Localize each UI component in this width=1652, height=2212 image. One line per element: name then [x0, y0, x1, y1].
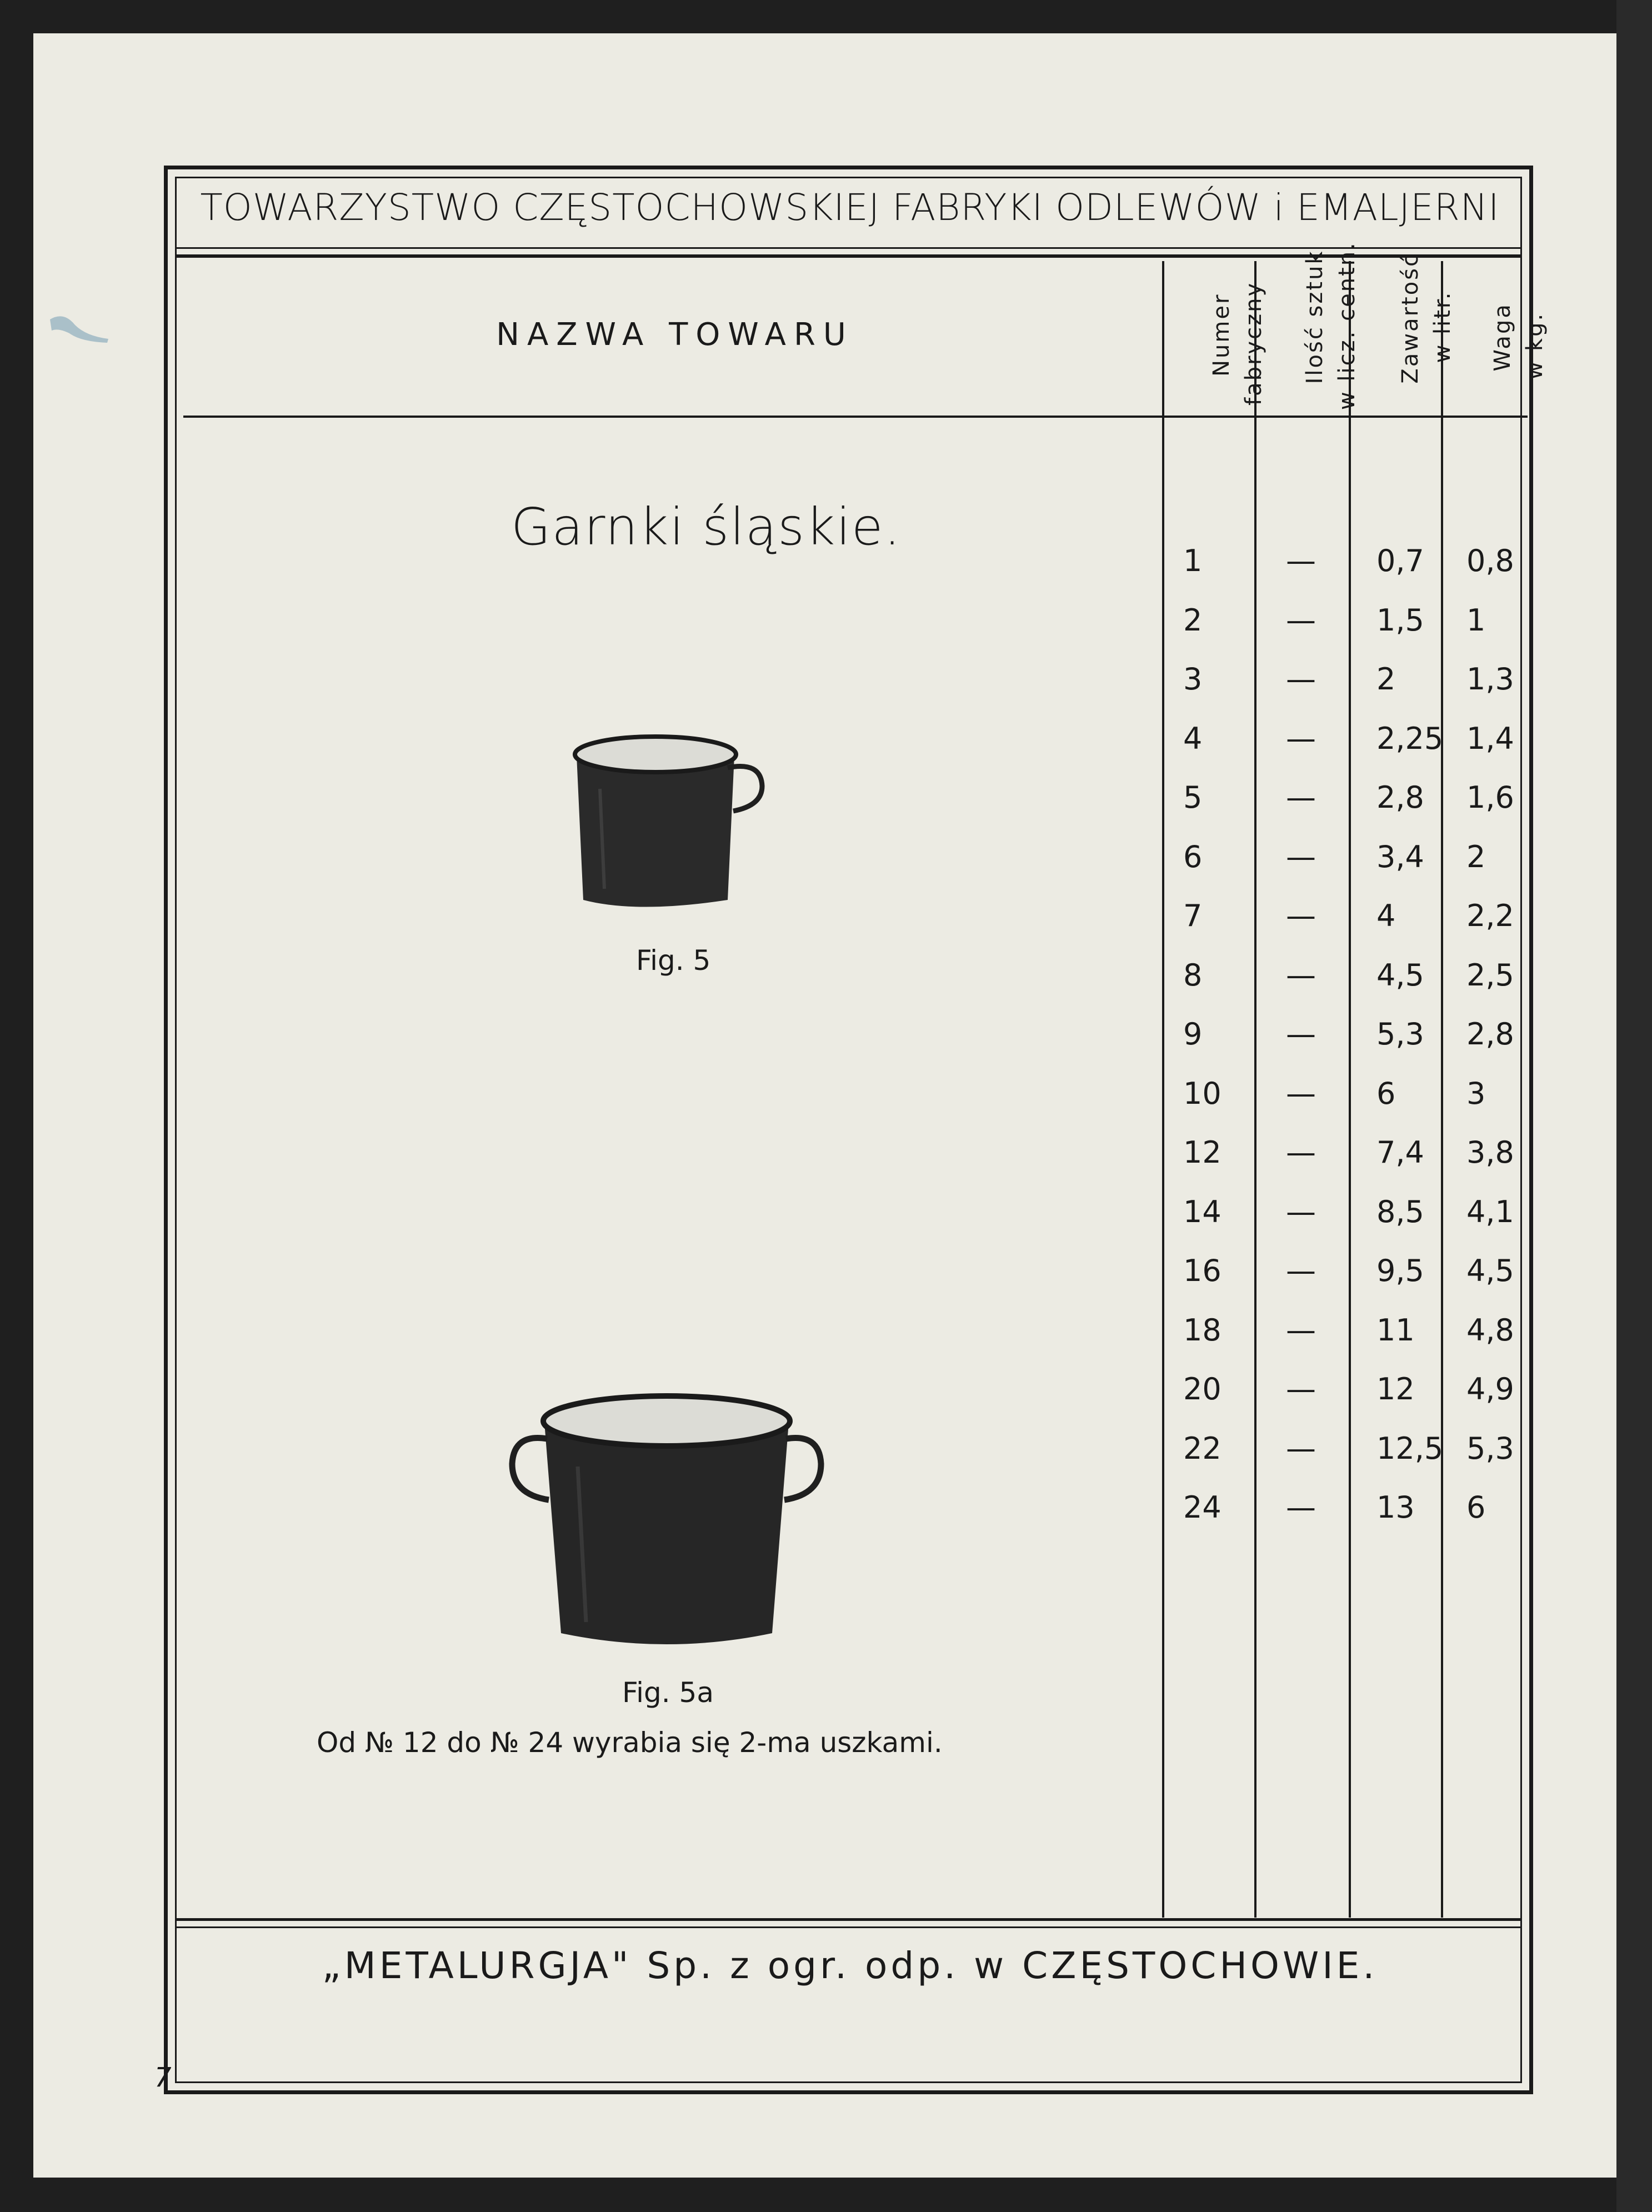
page-number: 7	[154, 2062, 172, 2093]
footer-rule-1	[177, 1918, 1521, 1921]
cell-ilosc: —	[1286, 1075, 1316, 1111]
cell-numer: 6	[1183, 839, 1203, 874]
cell-waga: 4,5	[1466, 1253, 1514, 1288]
figure-5a-caption: Fig. 5a	[622, 1676, 714, 1709]
cell-zawartosc: 5,3	[1376, 1017, 1424, 1052]
cell-numer: 8	[1183, 957, 1203, 993]
cell-zawartosc: 6	[1376, 1075, 1396, 1111]
cell-numer: 22	[1183, 1430, 1222, 1466]
column-header-rule	[183, 416, 1528, 418]
figure-5-caption: Fig. 5	[636, 944, 711, 977]
cell-zawartosc: 9,5	[1376, 1253, 1424, 1288]
cell-ilosc: —	[1286, 1253, 1316, 1288]
cell-numer: 18	[1183, 1312, 1222, 1348]
col-sep-2	[1254, 261, 1256, 1918]
cell-ilosc: —	[1286, 1017, 1316, 1052]
col-header-numer-line1: Numer	[1209, 293, 1234, 377]
cell-ilosc: —	[1286, 1490, 1316, 1525]
cell-waga: 1,3	[1466, 662, 1514, 697]
cell-numer: 14	[1183, 1194, 1222, 1229]
col-header-ilosc-line1: Ilość sztuk	[1302, 249, 1328, 384]
cell-numer: 5	[1183, 780, 1203, 815]
cell-zawartosc: 12	[1376, 1372, 1415, 1407]
cell-waga: 5,3	[1466, 1430, 1514, 1466]
pot-two-handles-image	[500, 1389, 833, 1655]
cell-zawartosc: 0,7	[1376, 543, 1424, 578]
company-name: TOWARZYSTWO CZĘSTOCHOWSKIEJ FABRYKI ODLEWÓW i EMALJERNI	[200, 186, 1500, 229]
product-title: Garnki śląskie.	[511, 497, 902, 557]
cell-ilosc: —	[1286, 662, 1316, 697]
publisher-footer: „METALURGJA" Sp. z ogr. odp. w CZĘSTOCHOWIE.	[322, 1944, 1378, 1987]
col-header-waga-line2: w kg.	[1522, 312, 1548, 380]
cell-waga: 3	[1466, 1075, 1486, 1111]
cell-zawartosc: 2,25	[1376, 720, 1444, 756]
cell-waga: 2,8	[1466, 1017, 1514, 1052]
cell-waga: 2	[1466, 839, 1486, 874]
col-header-zawartosc-line2: w litr.	[1430, 291, 1455, 363]
cell-waga: 2,2	[1466, 898, 1514, 933]
col-sep-1	[1162, 261, 1164, 1918]
cell-zawartosc: 1,5	[1376, 602, 1424, 638]
cell-numer: 1	[1183, 543, 1203, 578]
cell-numer: 2	[1183, 602, 1203, 638]
book-spine	[1616, 0, 1652, 2212]
cell-numer: 4	[1183, 720, 1203, 756]
cell-zawartosc: 8,5	[1376, 1194, 1424, 1229]
cell-numer: 9	[1183, 1017, 1203, 1052]
cell-ilosc: —	[1286, 780, 1316, 815]
col-header-numer-line2: fabryczny	[1241, 281, 1266, 406]
cell-zawartosc: 11	[1376, 1312, 1415, 1348]
cell-waga: 4,1	[1466, 1194, 1514, 1229]
cell-ilosc: —	[1286, 720, 1316, 756]
cell-numer: 10	[1183, 1075, 1222, 1111]
product-name-header: NAZWA TOWARU	[496, 317, 854, 353]
cell-waga: 1,6	[1466, 780, 1514, 815]
footer-rule-2	[177, 1926, 1521, 1928]
cell-ilosc: —	[1286, 1312, 1316, 1348]
cell-ilosc: —	[1286, 543, 1316, 578]
cell-numer: 12	[1183, 1135, 1222, 1170]
col-sep-4	[1441, 261, 1443, 1918]
cell-numer: 24	[1183, 1490, 1222, 1525]
cell-waga: 0,8	[1466, 543, 1514, 578]
cell-ilosc: —	[1286, 898, 1316, 933]
cell-ilosc: —	[1286, 839, 1316, 874]
cell-zawartosc: 12,5	[1376, 1430, 1444, 1466]
col-header-waga	[1454, 303, 1551, 389]
col-header-ilosc	[1266, 241, 1363, 410]
col-header-zawartosc	[1362, 253, 1459, 401]
cell-waga: 6	[1466, 1490, 1486, 1525]
cell-numer: 7	[1183, 898, 1203, 933]
cell-waga: 4,8	[1466, 1312, 1514, 1348]
cell-ilosc: —	[1286, 1194, 1316, 1229]
pot-single-handle-image	[567, 722, 778, 914]
col-header-numer	[1173, 282, 1270, 406]
cell-ilosc: —	[1286, 957, 1316, 993]
cell-zawartosc: 3,4	[1376, 839, 1424, 874]
cell-zawartosc: 2,8	[1376, 780, 1424, 815]
cell-zawartosc: 7,4	[1376, 1135, 1424, 1170]
inner-frame	[175, 177, 1522, 2083]
cell-waga: 3,8	[1466, 1135, 1514, 1170]
cell-zawartosc: 4,5	[1376, 957, 1424, 993]
cell-zawartosc: 4	[1376, 898, 1396, 933]
cell-zawartosc: 13	[1376, 1490, 1415, 1525]
col-header-zawartosc-line1: Zawartość	[1398, 252, 1423, 384]
cell-ilosc: —	[1286, 1430, 1316, 1466]
col-header-waga-line1: Waga	[1490, 303, 1515, 372]
cell-ilosc: —	[1286, 602, 1316, 638]
col-header-ilosc-line2: w licz. centn.	[1334, 241, 1360, 410]
cell-waga: 2,5	[1466, 957, 1514, 993]
cell-zawartosc: 2	[1376, 662, 1396, 697]
cell-waga: 1	[1466, 602, 1486, 638]
cell-numer: 20	[1183, 1372, 1222, 1407]
handles-note: Od № 12 do № 24 wyrabia się 2-ma uszkami.	[317, 1726, 943, 1759]
cell-waga: 1,4	[1466, 720, 1514, 756]
cell-numer: 3	[1183, 662, 1203, 697]
cell-waga: 4,9	[1466, 1372, 1514, 1407]
cell-ilosc: —	[1286, 1135, 1316, 1170]
cell-ilosc: —	[1286, 1372, 1316, 1407]
cell-numer: 16	[1183, 1253, 1222, 1288]
col-sep-3	[1349, 261, 1351, 1918]
ink-mark	[47, 308, 114, 347]
